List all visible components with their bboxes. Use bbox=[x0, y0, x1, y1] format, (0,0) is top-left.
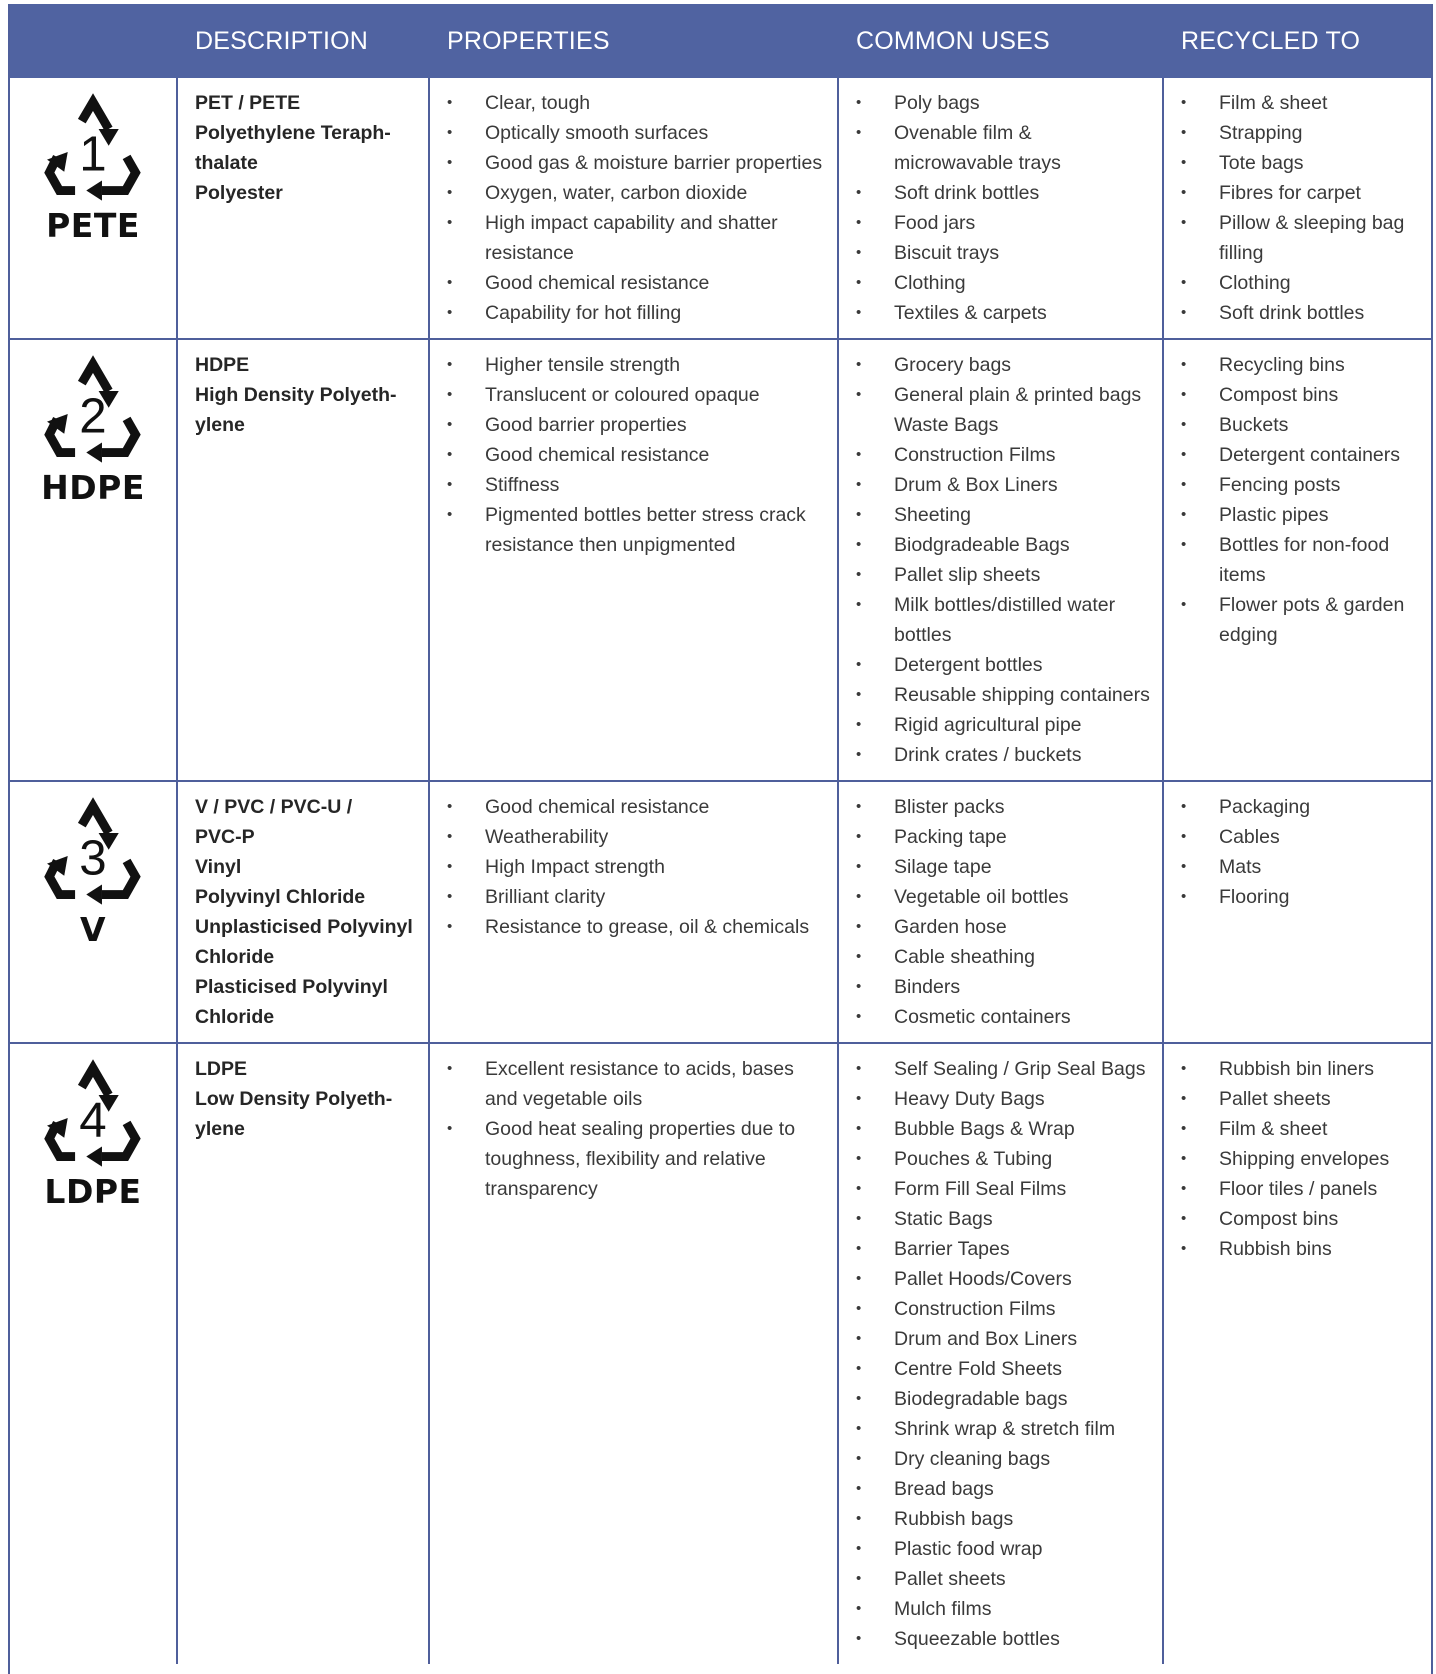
common-uses-list bbox=[856, 1054, 1154, 1654]
common-use-item: • Bread bags bbox=[856, 1474, 1154, 1504]
recycled-to-item: • Film & sheet bbox=[1181, 1114, 1423, 1144]
common-use-item: • Pouches & Tubing bbox=[856, 1144, 1154, 1174]
description-cell bbox=[177, 781, 429, 1043]
header-row bbox=[10, 4, 1431, 78]
description-line: Polyester bbox=[195, 182, 283, 204]
recycled-to-item: • Packaging bbox=[1181, 792, 1423, 822]
description-line: Polyvinyl Chloride bbox=[195, 886, 366, 908]
property-item: • Good chemical resistance bbox=[447, 792, 829, 822]
recycled-to-item: • Fencing posts bbox=[1181, 470, 1423, 500]
property-item: • Good heat sealing properties due to toughness, flexibility and relative transparency bbox=[447, 1114, 829, 1204]
common-uses-cell bbox=[838, 78, 1163, 339]
description-line: ylene bbox=[195, 414, 245, 436]
recycle-triangle-icon bbox=[37, 1058, 149, 1170]
common-use-item: • Ovenable film & microwavable trays bbox=[856, 118, 1154, 178]
resin-code-label: PETE bbox=[46, 206, 140, 245]
table-row bbox=[10, 78, 1431, 339]
recycled-to-item: • Compost bins bbox=[1181, 1204, 1423, 1234]
recycled-to-item: • Detergent containers bbox=[1181, 440, 1423, 470]
description-cell bbox=[177, 339, 429, 781]
common-use-item: • Squeezable bottles bbox=[856, 1624, 1154, 1654]
property-item: • Good gas & moisture barrier properties bbox=[447, 148, 829, 178]
description-line: Unplasticised Polyvinyl bbox=[195, 916, 413, 938]
recycled-to-item: • Soft drink bottles bbox=[1181, 298, 1423, 328]
resin-code-label: HDPE bbox=[41, 468, 145, 507]
header-recycled-to: RECYCLED TO bbox=[1163, 4, 1431, 78]
resin-code-symbol bbox=[10, 339, 177, 781]
description-line: High Density Polyeth- bbox=[195, 384, 397, 406]
common-use-item: • Binders bbox=[856, 972, 1154, 1002]
common-use-item: • Poly bags bbox=[856, 88, 1154, 118]
property-item: • Excellent resistance to acids, bases and vegetable oils bbox=[447, 1054, 829, 1114]
common-use-item: • Food jars bbox=[856, 208, 1154, 238]
common-use-item: • Drum & Box Liners bbox=[856, 470, 1154, 500]
resin-code-number: 4 bbox=[79, 1092, 107, 1148]
table-row bbox=[10, 1043, 1431, 1664]
common-uses-cell bbox=[838, 1043, 1163, 1664]
recycled-to-list bbox=[1181, 350, 1423, 650]
properties-cell bbox=[429, 78, 838, 339]
description-line: Plasticised Polyvinyl bbox=[195, 976, 388, 998]
property-item: • Pigmented bottles better stress crack resistance then unpigmented bbox=[447, 500, 829, 560]
common-use-item: • Drum and Box Liners bbox=[856, 1324, 1154, 1354]
resin-code-label: LDPE bbox=[44, 1172, 142, 1211]
properties-list bbox=[447, 350, 829, 560]
recycled-to-cell bbox=[1163, 781, 1431, 1043]
common-use-item: • Self Sealing / Grip Seal Bags bbox=[856, 1054, 1154, 1084]
common-use-item: • Silage tape bbox=[856, 852, 1154, 882]
properties-cell bbox=[429, 339, 838, 781]
common-uses-cell bbox=[838, 339, 1163, 781]
property-item: • Good barrier properties bbox=[447, 410, 829, 440]
description-line: PVC-P bbox=[195, 826, 255, 848]
table-row bbox=[10, 339, 1431, 781]
common-uses-list bbox=[856, 792, 1154, 1032]
common-use-item: • Packing tape bbox=[856, 822, 1154, 852]
common-use-item: • Drink crates / buckets bbox=[856, 740, 1154, 770]
common-use-item: • Garden hose bbox=[856, 912, 1154, 942]
common-use-item: • Biodegradable bags bbox=[856, 1384, 1154, 1414]
common-use-item: • Pallet Hoods/Covers bbox=[856, 1264, 1154, 1294]
header-common-uses: COMMON USES bbox=[838, 4, 1163, 78]
header-description: DESCRIPTION bbox=[177, 4, 429, 78]
description-cell bbox=[177, 78, 429, 339]
recycled-to-item: • Cables bbox=[1181, 822, 1423, 852]
recycled-to-list bbox=[1181, 1054, 1423, 1264]
common-use-item: • Biodgradeable Bags bbox=[856, 530, 1154, 560]
recycled-to-item: • Flooring bbox=[1181, 882, 1423, 912]
recycled-to-item: • Pillow & sleeping bag filling bbox=[1181, 208, 1423, 268]
recycled-to-item: • Floor tiles / panels bbox=[1181, 1174, 1423, 1204]
property-item: • Translucent or coloured opaque bbox=[447, 380, 829, 410]
property-item: • High impact capability and shatter resistance bbox=[447, 208, 829, 268]
common-use-item: • Static Bags bbox=[856, 1204, 1154, 1234]
description-line: LDPE bbox=[195, 1058, 248, 1080]
property-item: • Brilliant clarity bbox=[447, 882, 829, 912]
properties-list bbox=[447, 88, 829, 328]
description-line: V / PVC / PVC-U / bbox=[195, 796, 353, 818]
resin-code-number: 2 bbox=[79, 388, 107, 444]
recycled-to-cell bbox=[1163, 1043, 1431, 1664]
recycled-to-item: • Rubbish bins bbox=[1181, 1234, 1423, 1264]
recycled-to-item: • Recycling bins bbox=[1181, 350, 1423, 380]
table-header bbox=[10, 4, 1431, 78]
properties-cell bbox=[429, 781, 838, 1043]
property-item: • Good chemical resistance bbox=[447, 268, 829, 298]
common-uses-list bbox=[856, 88, 1154, 328]
description-line: Vinyl bbox=[195, 856, 242, 878]
description-line: Chloride bbox=[195, 1006, 275, 1028]
resin-code-symbol bbox=[10, 78, 177, 339]
recycle-triangle-icon bbox=[37, 354, 149, 466]
common-use-item: • Cable sheathing bbox=[856, 942, 1154, 972]
property-item: • Oxygen, water, carbon dioxide bbox=[447, 178, 829, 208]
property-item: • Optically smooth surfaces bbox=[447, 118, 829, 148]
common-use-item: • Shrink wrap & stretch film bbox=[856, 1414, 1154, 1444]
properties-list bbox=[447, 1054, 829, 1204]
common-uses-list bbox=[856, 350, 1154, 770]
recycled-to-item: • Plastic pipes bbox=[1181, 500, 1423, 530]
common-use-item: • Dry cleaning bags bbox=[856, 1444, 1154, 1474]
resin-code-symbol bbox=[10, 781, 177, 1043]
property-item: • High Impact strength bbox=[447, 852, 829, 882]
common-use-item: • Cosmetic containers bbox=[856, 1002, 1154, 1032]
common-uses-cell bbox=[838, 781, 1163, 1043]
header-properties: PROPERTIES bbox=[429, 4, 838, 78]
recycling-codes-table bbox=[10, 4, 1431, 1664]
recycled-to-item: • Fibres for carpet bbox=[1181, 178, 1423, 208]
common-use-item: • Detergent bottles bbox=[856, 650, 1154, 680]
recycled-to-cell bbox=[1163, 339, 1431, 781]
common-use-item: • Sheeting bbox=[856, 500, 1154, 530]
common-use-item: • Construction Films bbox=[856, 440, 1154, 470]
common-use-item: • Bubble Bags & Wrap bbox=[856, 1114, 1154, 1144]
property-item: • Good chemical resistance bbox=[447, 440, 829, 470]
common-use-item: • Barrier Tapes bbox=[856, 1234, 1154, 1264]
table-row bbox=[10, 781, 1431, 1043]
recycled-to-item: • Bottles for non-food items bbox=[1181, 530, 1423, 590]
recycled-to-item: • Flower pots & garden edging bbox=[1181, 590, 1423, 650]
property-item: • Weatherability bbox=[447, 822, 829, 852]
common-use-item: • Milk bottles/distilled water bottles bbox=[856, 590, 1154, 650]
recycled-to-item: • Tote bags bbox=[1181, 148, 1423, 178]
resin-code-label: V bbox=[79, 910, 107, 949]
common-use-item: • Mulch films bbox=[856, 1594, 1154, 1624]
recycled-to-list bbox=[1181, 792, 1423, 912]
common-use-item: • Clothing bbox=[856, 268, 1154, 298]
properties-cell bbox=[429, 1043, 838, 1664]
property-item: • Higher tensile strength bbox=[447, 350, 829, 380]
common-use-item: • Rubbish bags bbox=[856, 1504, 1154, 1534]
table-body bbox=[10, 78, 1431, 1664]
common-use-item: • Soft drink bottles bbox=[856, 178, 1154, 208]
recycled-to-item: • Mats bbox=[1181, 852, 1423, 882]
common-use-item: • Reusable shipping containers bbox=[856, 680, 1154, 710]
recycled-to-item: • Shipping envelopes bbox=[1181, 1144, 1423, 1174]
property-item: • Clear, tough bbox=[447, 88, 829, 118]
common-use-item: • Construction Films bbox=[856, 1294, 1154, 1324]
property-item: • Stiffness bbox=[447, 470, 829, 500]
description-line: thalate bbox=[195, 152, 258, 174]
common-use-item: • Vegetable oil bottles bbox=[856, 882, 1154, 912]
resin-code-symbol bbox=[10, 1043, 177, 1664]
recycled-to-list bbox=[1181, 88, 1423, 328]
recycled-to-item: • Clothing bbox=[1181, 268, 1423, 298]
property-item: • Resistance to grease, oil & chemicals bbox=[447, 912, 829, 942]
common-use-item: • Pallet sheets bbox=[856, 1564, 1154, 1594]
description-line: Chloride bbox=[195, 946, 275, 968]
recycling-codes-table-container bbox=[8, 4, 1433, 1674]
recycled-to-item: • Pallet sheets bbox=[1181, 1084, 1423, 1114]
description-cell bbox=[177, 1043, 429, 1664]
common-use-item: • Form Fill Seal Films bbox=[856, 1174, 1154, 1204]
common-use-item: • Grocery bags bbox=[856, 350, 1154, 380]
recycle-triangle-icon bbox=[37, 796, 149, 908]
common-use-item: • Pallet slip sheets bbox=[856, 560, 1154, 590]
common-use-item: • Centre Fold Sheets bbox=[856, 1354, 1154, 1384]
resin-code-number: 1 bbox=[79, 126, 107, 182]
properties-list bbox=[447, 792, 829, 942]
recycled-to-item: • Compost bins bbox=[1181, 380, 1423, 410]
description-line: PET / PETE bbox=[195, 92, 301, 114]
description-line: HDPE bbox=[195, 354, 250, 376]
recycled-to-item: • Film & sheet bbox=[1181, 88, 1423, 118]
common-use-item: • Heavy Duty Bags bbox=[856, 1084, 1154, 1114]
recycled-to-item: • Strapping bbox=[1181, 118, 1423, 148]
common-use-item: • Biscuit trays bbox=[856, 238, 1154, 268]
common-use-item: • Plastic food wrap bbox=[856, 1534, 1154, 1564]
description-line: Low Density Polyeth- bbox=[195, 1088, 393, 1110]
common-use-item: • Blister packs bbox=[856, 792, 1154, 822]
description-line: Polyethylene Teraph- bbox=[195, 122, 391, 144]
recycled-to-item: • Rubbish bin liners bbox=[1181, 1054, 1423, 1084]
recycled-to-item: • Buckets bbox=[1181, 410, 1423, 440]
resin-code-number: 3 bbox=[79, 830, 107, 886]
common-use-item: • Rigid agricultural pipe bbox=[856, 710, 1154, 740]
common-use-item: • General plain & printed bags Waste Bags bbox=[856, 380, 1154, 440]
description-line: ylene bbox=[195, 1118, 245, 1140]
recycle-triangle-icon bbox=[37, 92, 149, 204]
property-item: • Capability for hot filling bbox=[447, 298, 829, 328]
header-symbol bbox=[10, 4, 177, 78]
common-use-item: • Textiles & carpets bbox=[856, 298, 1154, 328]
recycled-to-cell bbox=[1163, 78, 1431, 339]
